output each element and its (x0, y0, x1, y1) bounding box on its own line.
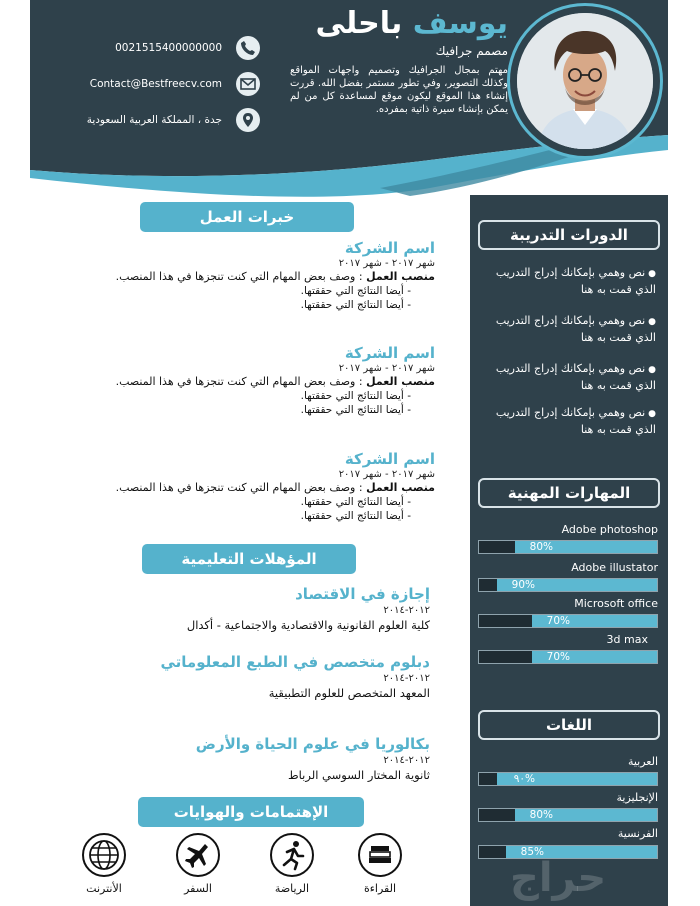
first-name: يوسف (412, 6, 508, 41)
skills-title: المهارات المهنية (478, 478, 660, 508)
skill-name: Microsoft office (574, 597, 658, 610)
degree-name: إجازة في الاقتصاد (295, 585, 430, 603)
profile-summary: مهتم بمجال الجرافيك وتصميم واجهات المواقع وكذلك التصوير، وفي تطور مستمر بفضل الله. قررت إنشاء هذا الموقع ليكون موقع لمساعدة كل من لم يمكن بإنشاء سيرة ذاتية بمفرده. (290, 65, 508, 115)
skill-percent: 90% (511, 579, 535, 591)
education-title: المؤهلات التعليمية (142, 544, 356, 574)
skill-percent: 80% (529, 541, 553, 553)
hobby-item (74, 832, 134, 895)
profile-photo (510, 6, 660, 156)
education-entry (30, 652, 430, 701)
languages-title: اللغات (478, 710, 660, 740)
skill-bar (478, 614, 658, 628)
degree-years: ٢٠١٢-٢٠١٤ (383, 755, 430, 766)
skill-bar (478, 540, 658, 554)
language-name: الفرنسية (617, 827, 658, 840)
experience-title: خبرات العمل (140, 202, 354, 232)
contact-phone (60, 36, 260, 62)
job-entry (30, 449, 435, 523)
last-name: باحلى (315, 6, 403, 41)
degree-name: بكالوريا في علوم الحياة والأرض (195, 735, 430, 753)
hobby-label: الأنترنت (86, 882, 122, 895)
language-percent: ٩٠% (513, 773, 535, 785)
hobby-label: السفر (184, 882, 212, 895)
contact-email (60, 72, 260, 98)
contact-location (60, 108, 260, 134)
hobby-item (168, 832, 228, 895)
language-percent: 80% (529, 809, 553, 821)
globe-icon (81, 832, 127, 878)
institution-name: ثانوية المختار السوسي الرباط (288, 768, 430, 782)
job-date: شهر ٢٠١٧ - شهر ٢٠١٧ (338, 469, 435, 480)
course-item: ●نص وهمي بإمكانك إدراج التدريب الذي قمت به هنا (495, 266, 656, 296)
language-name: العربية (627, 755, 658, 768)
location-pin-icon (236, 108, 260, 132)
job-date: شهر ٢٠١٧ - شهر ٢٠١٧ (338, 258, 435, 269)
degree-years: ٢٠١٢-٢٠١٤ (383, 605, 430, 616)
job-result: - أيضا النتائج التي حققتها. (300, 510, 411, 522)
phone-icon (236, 36, 260, 60)
job-result: - أيضا النتائج التي حققتها. (300, 390, 411, 402)
hobby-item (350, 832, 410, 895)
hobby-item (262, 832, 322, 895)
watermark-logo: حراج (510, 855, 607, 901)
courses-title: الدورات التدريبة (478, 220, 660, 250)
course-item: ●نص وهمي بإمكانك إدراج التدريب الذي قمت به هنا (495, 362, 656, 392)
company-name: اسم الشركة (344, 450, 435, 468)
job-title: مصمم جرافيك (435, 44, 508, 58)
degree-name: دبلوم متخصص في الطبع المعلوماتي (160, 653, 430, 671)
institution-name: كلية العلوم القانونية والاقتصادية والاجتماعية - أكدال (186, 618, 430, 632)
job-result: - أيضا النتائج التي حققتها. (300, 404, 411, 416)
language-bar (478, 772, 658, 786)
skill-name: Adobe photoshop (561, 523, 658, 536)
skill-name: Adobe illustator (571, 561, 658, 574)
job-entry (30, 343, 435, 417)
airplane-icon (175, 832, 221, 878)
envelope-icon (236, 72, 260, 96)
hobby-label: القراءة (363, 882, 397, 895)
job-date: شهر ٢٠١٧ - شهر ٢٠١٧ (338, 363, 435, 374)
resume-page (30, 0, 668, 906)
skill-bar (478, 578, 658, 592)
job-role: منصب العمل : وصف بعض المهام التي كنت تنجزها في هذا المنصب. (115, 481, 435, 494)
job-result: - أيضا النتائج التي حققتها. (300, 496, 411, 508)
education-entry (30, 734, 430, 783)
books-icon (357, 832, 403, 878)
degree-years: ٢٠١٢-٢٠١٤ (383, 673, 430, 684)
email-address: Contact@Bestfreecv.com (89, 78, 222, 90)
institution-name: المعهد المتخصص للعلوم التطبيقية (268, 686, 430, 700)
education-entry (30, 584, 430, 633)
job-role: منصب العمل : وصف بعض المهام التي كنت تنجزها في هذا المنصب. (115, 375, 435, 388)
hobby-label: الرياضة (274, 882, 310, 895)
language-percent: 85% (520, 846, 544, 858)
language-name: الإنجليزية (616, 791, 658, 804)
skill-percent: 70% (546, 651, 570, 663)
person-name (315, 6, 508, 41)
skill-bar (478, 650, 658, 664)
skill-percent: 70% (546, 615, 570, 627)
job-role: منصب العمل : وصف بعض المهام التي كنت تنجزها في هذا المنصب. (115, 270, 435, 283)
job-entry (30, 238, 435, 312)
skill-name: 3d max (606, 633, 648, 646)
company-name: اسم الشركة (344, 239, 435, 257)
job-result: - أيضا النتائج التي حققتها. (300, 285, 411, 297)
course-item: ●نص وهمي بإمكانك إدراج التدريب الذي قمت به هنا (495, 314, 656, 344)
job-result: - أيضا النتائج التي حققتها. (300, 299, 411, 311)
hobbies-title: الإهتمامات والهوايات (138, 797, 364, 827)
sidebar (470, 195, 668, 906)
course-item: ●نص وهمي بإمكانك إدراج التدريب الذي قمت به هنا (495, 406, 656, 436)
header (30, 0, 668, 200)
language-bar (478, 808, 658, 822)
company-name: اسم الشركة (344, 344, 435, 362)
location-text: جدة ، المملكة العربية السعودية (86, 114, 222, 126)
phone-number: 0021515400000000 (115, 42, 222, 54)
runner-icon (269, 832, 315, 878)
